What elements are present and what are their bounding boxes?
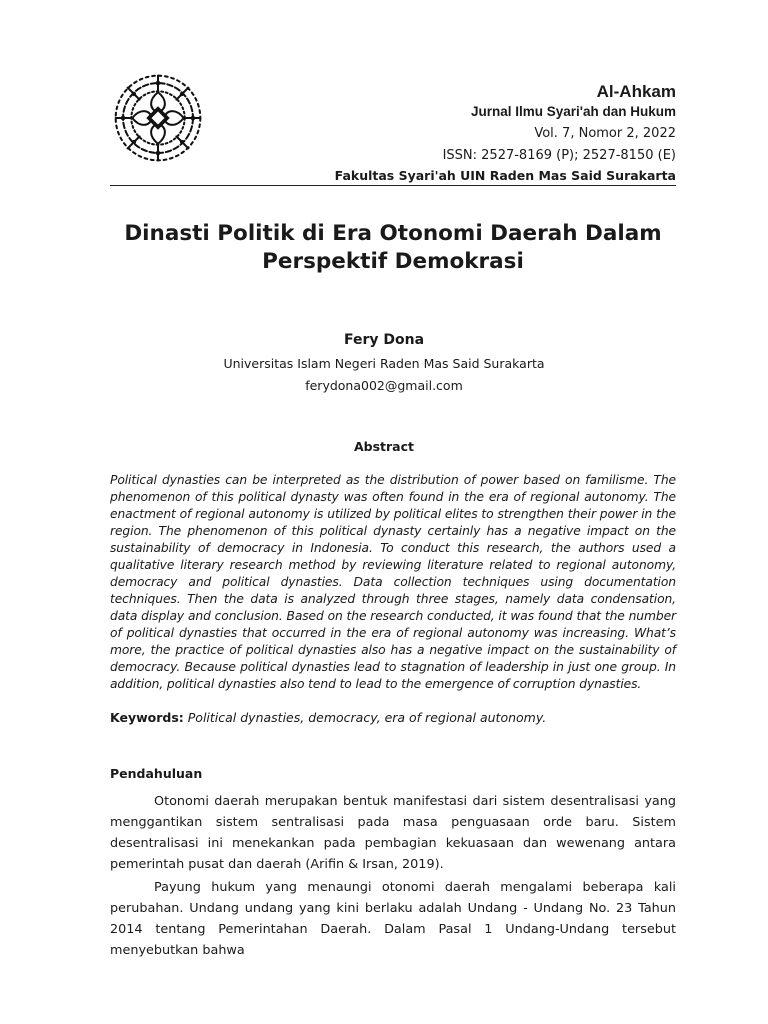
abstract-text: Political dynasties can be interpreted as the distribution of power based on familisme. The phenomenon of this political dynasty was often found in the era of regional autonomy. The enactment of regional autonomy is utilized by political elites to strengthen their power in the region. The phenomenon of this political dynasty certainly has a negative impact on the sustainability of democracy in Indonesia. To conduct this research, the authors used a qualitative literary research method by reviewing literature related to regional autonomy, democracy and political dynasties. Data collection techniques using documentation techniques. Then the data is analyzed through three stages, namely data condensation, data display and conclusion. Based on the research conducted, it was found that the number of political dynasties that occurred in the era of regional autonomy was increasing. What’s more, the practice of political dynasties also has a negative impact on the sustainability of democracy. Because political dynasties lead to stagnation of leadership in just one group. In addition, political dynasties also tend to lead to the emergence of corruption dynasties. — [110, 473, 676, 691]
journal-subtitle: Jurnal Ilmu Syari'ah dan Hukum — [470, 104, 676, 119]
journal-info — [335, 82, 676, 185]
section-heading: Pendahuluan — [110, 766, 203, 781]
calligraphy-emblem-icon — [112, 72, 204, 164]
journal-name: Al-Ahkam — [596, 82, 676, 101]
keywords-line — [110, 710, 676, 725]
journal-issn: ISSN: 2527-8169 (P); 2527-8150 (E) — [442, 148, 676, 163]
abstract-heading: Abstract — [353, 439, 415, 454]
author-name: Fery Dona — [343, 332, 425, 348]
header-divider — [110, 185, 676, 186]
body-paragraph: Otonomi daerah merupakan bentuk manifestasi dari sistem desentralisasi yang menggantikan sistem sentralisasi pada masa penguasaan orde baru. Sistem desentralisasi ini menekankan pada pembagian kekuasaan dan wewenang antara pemerintah pusat dan daerah (Arifin & Irsan, 2019). — [110, 794, 676, 872]
author-affiliation: Universitas Islam Negeri Raden Mas Said Surakarta — [223, 356, 545, 371]
article-title: Dinasti Politik di Era Otonomi Daerah Dalam Perspektif Demokrasi — [124, 221, 662, 274]
journal-faculty: Fakultas Syari'ah UIN Raden Mas Said Surakarta — [334, 168, 676, 183]
journal-volume: Vol. 7, Nomor 2, 2022 — [534, 126, 676, 141]
keywords-text: Political dynasties, democracy, era of regional autonomy. — [187, 710, 547, 725]
body-paragraph: Payung hukum yang menaungi otonomi daerah mengalami beberapa kali perubahan. Undang undang yang kini berlaku adalah Undang - Undang No. 23 Tahun 2014 tentang Pemerintahan Daerah. Dalam Pasal 1 Undang-Undang tersebut menyebutkan bahwa — [110, 880, 676, 958]
keywords-label: Keywords: — [110, 710, 184, 725]
author-email: ferydona002@gmail.com — [305, 378, 463, 393]
